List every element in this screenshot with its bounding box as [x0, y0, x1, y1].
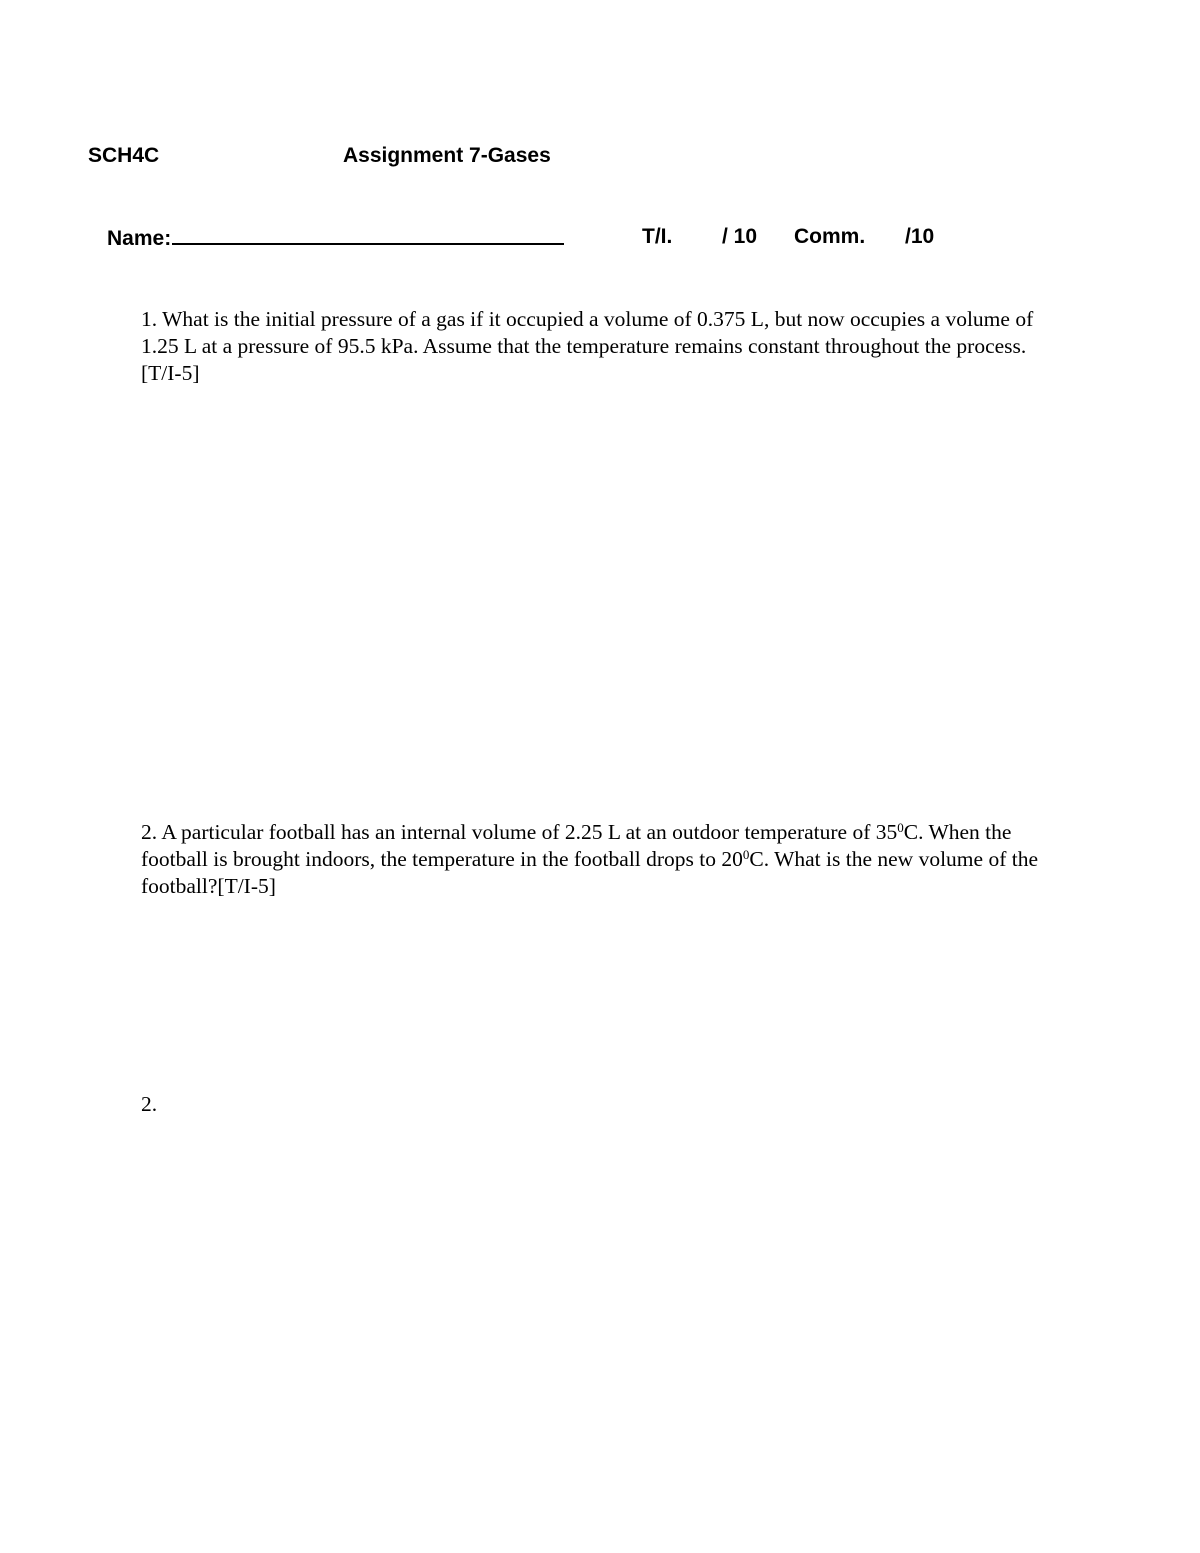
question-2	[141, 819, 1061, 900]
assignment-title: Assignment 7-Gases	[343, 144, 551, 167]
comm-label: Comm.	[794, 225, 866, 248]
question-1: 1. What is the initial pressure of a gas if it occupied a volume of 0.375 L, but now occupies a volume of 1.25 L at a pressure of 95.5 kPa. Assume that the temperature remains constant throughout the process. [T/I-5]	[141, 307, 1034, 385]
question-3-number: 2.	[141, 1092, 158, 1116]
ti-out-of: / 10	[722, 225, 758, 248]
question-2-part-3: C. What is the new volume of the football?[T/I-5]	[141, 847, 1038, 898]
name-blank-line	[172, 225, 564, 245]
degree-superscript-1: 0	[897, 820, 904, 835]
degree-superscript-2: 0	[742, 847, 750, 862]
course-code: SCH4C	[88, 144, 160, 167]
question-2-part-1: 2. A particular football has an internal volume of 2.25 L at an outdoor temperature of 35	[141, 820, 898, 844]
name-field	[107, 225, 564, 251]
ti-label: T/I.	[642, 225, 673, 248]
name-label: Name:	[107, 227, 172, 250]
comm-out-of: /10	[905, 225, 935, 248]
question-2-part-2: C. When the football is brought indoors, the temperature in the football drops to 20	[141, 820, 1012, 871]
